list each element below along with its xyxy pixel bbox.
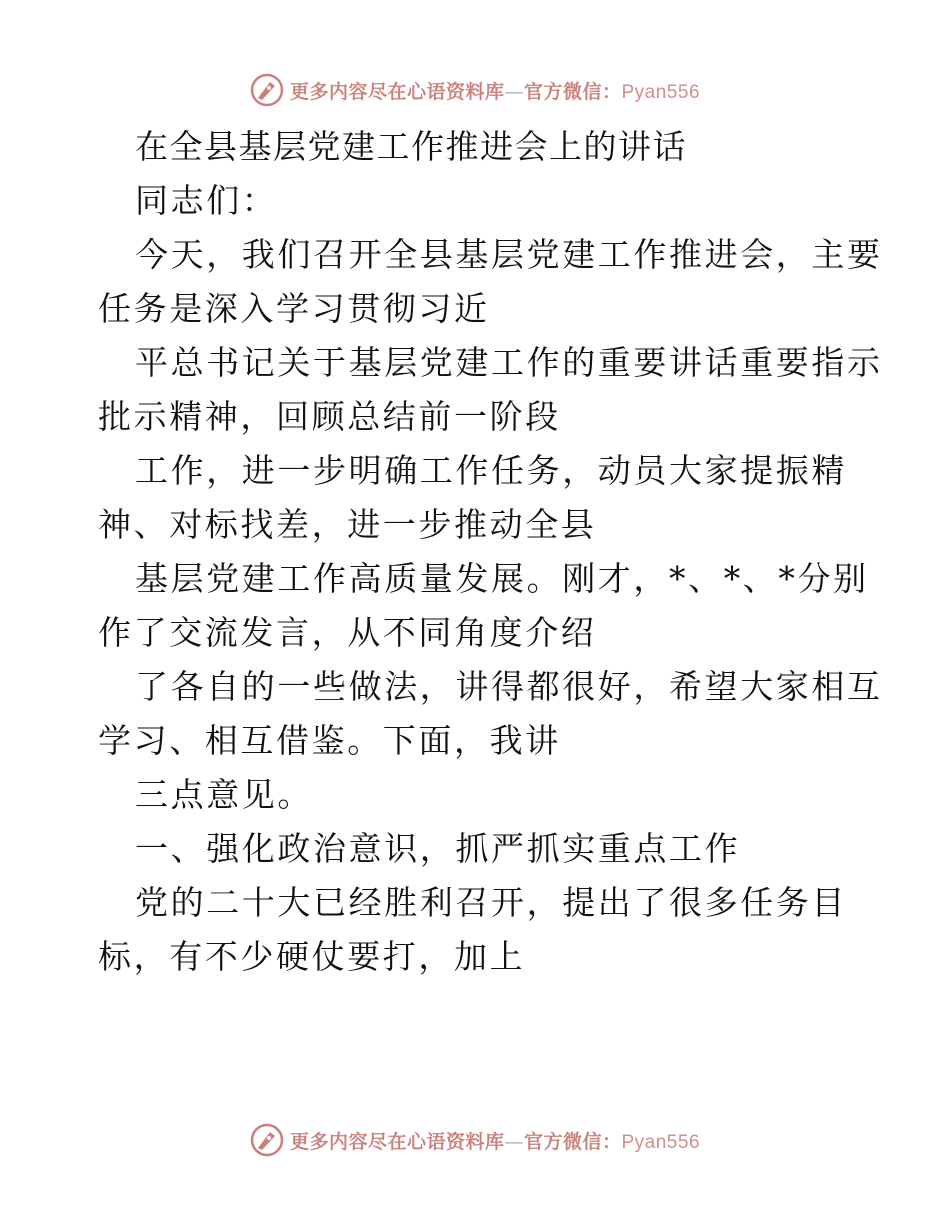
paragraph-line: 任务是深入学习贯彻习近 bbox=[98, 289, 490, 328]
document-title: 在全县基层党建工作推进会上的讲话 bbox=[135, 127, 687, 166]
watermark-main: 更多内容尽在心语资料库 bbox=[289, 80, 505, 103]
document-body bbox=[98, 120, 883, 984]
watermark-text bbox=[290, 1127, 700, 1154]
watermark-wechat-label: 官方微信： bbox=[523, 1130, 622, 1153]
salutation: 同志们： bbox=[135, 181, 278, 220]
watermark-wechat-label: 官方微信： bbox=[523, 80, 622, 103]
watermark-dash: — bbox=[504, 1130, 524, 1153]
paragraph-line: 学习、相互借鉴。下面，我讲 bbox=[98, 721, 561, 760]
watermark-wechat-id: Pyan556 bbox=[621, 81, 701, 103]
watermark-text bbox=[290, 77, 700, 104]
pen-nib-logo-icon bbox=[250, 73, 284, 107]
footer-watermark bbox=[0, 1120, 950, 1160]
paragraph-line: 批示精神，回顾总结前一阶段 bbox=[98, 397, 561, 436]
section-heading: 一、强化政治意识，抓严抓实重点工作 bbox=[135, 829, 741, 868]
pen-nib-logo-icon bbox=[250, 1123, 284, 1157]
header-watermark bbox=[0, 70, 950, 110]
paragraph-line: 工作，进一步明确工作任务，动员大家提振精 bbox=[135, 451, 847, 490]
watermark-main: 更多内容尽在心语资料库 bbox=[289, 1130, 505, 1153]
paragraph-line: 基层党建工作高质量发展。刚才，*、*、*分别 bbox=[135, 559, 869, 598]
watermark-wechat-id: Pyan556 bbox=[621, 1131, 701, 1153]
paragraph-line: 平总书记关于基层党建工作的重要讲话重要指示 bbox=[135, 343, 883, 382]
paragraph-line: 党的二十大已经胜利召开，提出了很多任务目 bbox=[135, 883, 847, 922]
paragraph-line: 标，有不少硬仗要打，加上 bbox=[98, 937, 526, 976]
watermark-dash: — bbox=[504, 80, 524, 103]
paragraph-line: 今天，我们召开全县基层党建工作推进会，主要 bbox=[135, 235, 883, 274]
paragraph-line: 作了交流发言，从不同角度介绍 bbox=[98, 613, 597, 652]
paragraph-line: 神、对标找差，进一步推动全县 bbox=[98, 505, 597, 544]
paragraph-line: 了各自的一些做法，讲得都很好，希望大家相互 bbox=[135, 667, 883, 706]
paragraph-line: 三点意见。 bbox=[135, 775, 313, 814]
